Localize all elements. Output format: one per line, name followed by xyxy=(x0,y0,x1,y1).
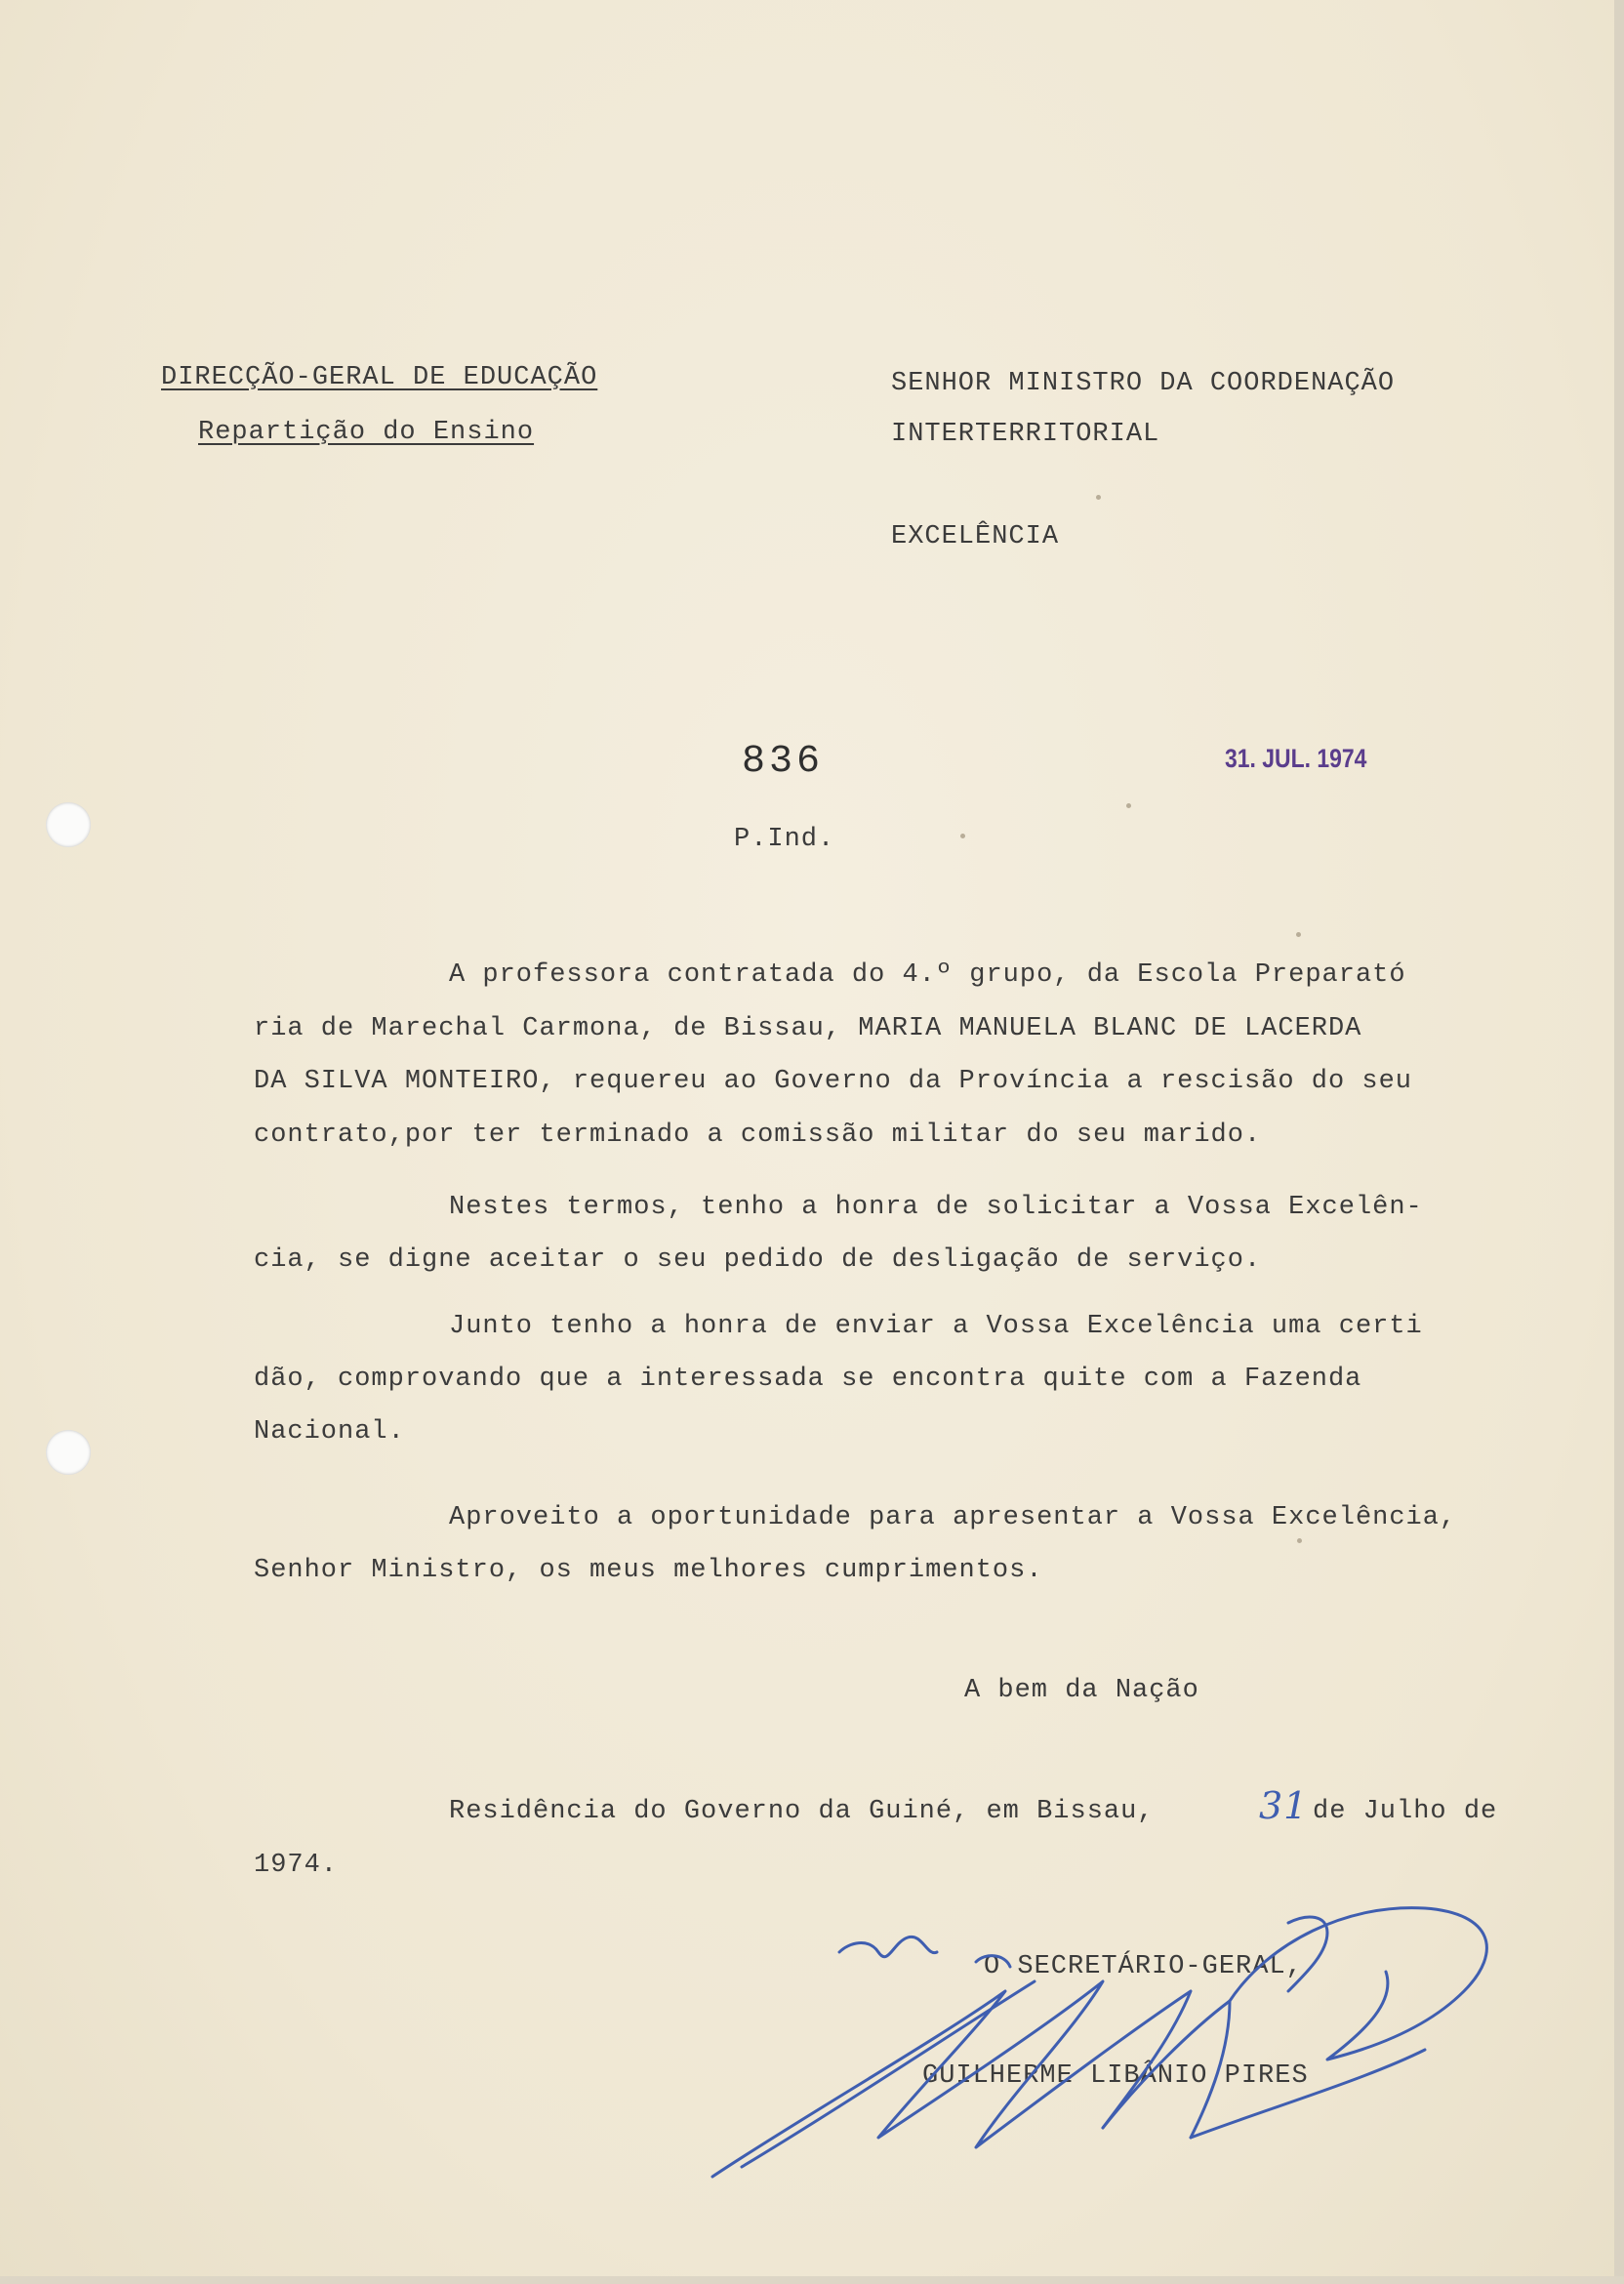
signatory-title: O SECRETÁRIO-GERAL, xyxy=(984,1952,1303,1981)
section-heading: Repartição do Ensino xyxy=(198,418,535,447)
recipient-line-1: SENHOR MINISTRO DA COORDENAÇÃO xyxy=(891,369,1396,398)
paragraph-line: contrato,por ter terminado a comissão militar do seu marido. xyxy=(254,1121,1262,1150)
paragraph-line: Nacional. xyxy=(254,1417,405,1447)
closing-phrase: A bem da Nação xyxy=(964,1676,1199,1705)
salutation: EXCELÊNCIA xyxy=(891,522,1060,551)
document-number: 836 xyxy=(742,740,825,784)
paper-speck xyxy=(1297,1538,1302,1543)
paper-speck xyxy=(1096,495,1101,500)
punch-hole xyxy=(46,1430,91,1475)
paragraph-line: ria de Marechal Carmona, de Bissau, MARIA MANUELA BLANC DE LACERDA xyxy=(254,1014,1362,1043)
handwritten-day: 31 xyxy=(1259,1784,1309,1827)
paragraph-line: cia, se digne aceitar o seu pedido de desligação de serviço. xyxy=(254,1245,1262,1275)
paragraph-line: DA SILVA MONTEIRO, requereu ao Governo da Província a rescisão do seu xyxy=(254,1067,1412,1096)
paragraph-line: A professora contratada do 4.º grupo, da Escola Preparató xyxy=(449,960,1406,990)
date-line-suffix: de Julho de xyxy=(1313,1797,1498,1826)
punch-hole xyxy=(46,802,91,847)
paragraph-line: Senhor Ministro, os meus melhores cumprimentos. xyxy=(254,1556,1043,1585)
reference-code: P.Ind. xyxy=(734,825,835,854)
page-edge xyxy=(1614,0,1624,2284)
date-line-year: 1974. xyxy=(254,1851,339,1880)
recipient-line-2: INTERTERRITORIAL xyxy=(891,420,1160,449)
date-stamp: 31. JUL. 1974 xyxy=(1225,744,1367,773)
paragraph-line: dão, comprovando que a interessada se encontra quite com a Fazenda xyxy=(254,1365,1362,1394)
paper-speck xyxy=(1296,932,1301,937)
paragraph-line: Nestes termos, tenho a honra de solicitar a Vossa Excelên- xyxy=(449,1193,1423,1222)
paper-speck xyxy=(1126,803,1131,808)
paragraph-line: Junto tenho a honra de enviar a Vossa Excelência uma certi xyxy=(449,1312,1423,1341)
department-heading: DIRECÇÃO-GERAL DE EDUCAÇÃO xyxy=(161,363,598,392)
page-edge xyxy=(0,2276,1624,2284)
paragraph-line: Aproveito a oportunidade para apresentar a Vossa Excelência, xyxy=(449,1503,1457,1532)
signatory-name: GUILHERME LIBÂNIO PIRES xyxy=(922,2061,1309,2091)
handwritten-signature xyxy=(683,1884,1562,2196)
date-line-prefix: Residência do Governo da Guiné, em Bissau, xyxy=(449,1797,1155,1826)
paper-speck xyxy=(960,834,965,838)
